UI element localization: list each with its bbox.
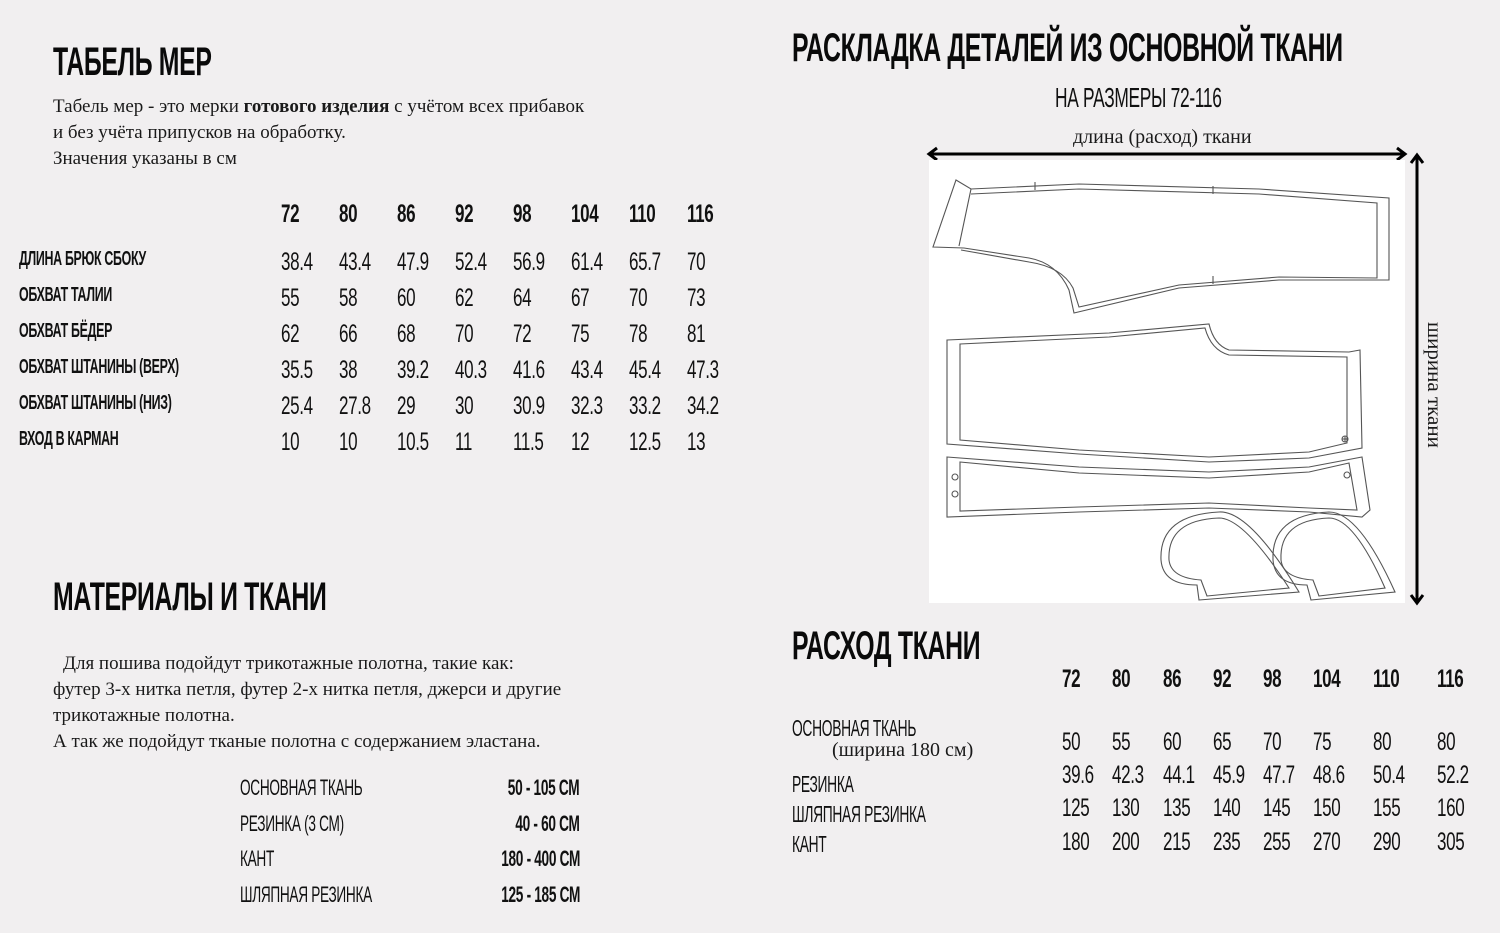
measurement-value: 11 (455, 428, 472, 456)
size-header: 110 (629, 200, 656, 228)
measurement-value: 58 (339, 284, 358, 312)
measurement-value: 35.5 (281, 356, 313, 384)
fabric-usage-labels (792, 715, 1015, 861)
material-label: ШЛЯПНАЯ РЕЗИНКА (240, 881, 372, 907)
material-amount: 40 - 60 СМ (515, 810, 580, 836)
measurement-value: 67 (571, 284, 590, 312)
measurement-value: 43.4 (339, 248, 371, 276)
measurement-label: ДЛИНА БРЮК СБОКУ (19, 248, 146, 270)
measurement-value: 45.4 (629, 356, 661, 384)
measurement-value: 27.8 (339, 392, 371, 420)
layout-title: РАСКЛАДКА ДЕТАЛЕЙ ИЗ ОСНОВНОЙ ТКАНИ (792, 26, 1343, 70)
fabric-usage-title-wrap (792, 624, 1096, 669)
usage-value: 60 (1163, 728, 1182, 756)
back-pant-piece (947, 324, 1362, 462)
material-label: КАНТ (240, 846, 274, 871)
materials-title: МАТЕРИАЛЫ И ТКАНИ (53, 575, 327, 619)
materials-text-line: Для пошива подойдут трикотажные полотна, такие как: (63, 653, 514, 674)
table-row (19, 248, 745, 284)
usage-value: 255 (1263, 828, 1291, 856)
layout-subtitle: НА РАЗМЕРЫ 72-116 (1055, 82, 1222, 113)
usage-value: 65 (1213, 728, 1232, 756)
measurement-value: 70 (687, 248, 706, 276)
usage-size-header: 86 (1163, 665, 1182, 693)
usage-value: 235 (1213, 828, 1241, 856)
usage-value: 200 (1112, 828, 1140, 856)
measurement-label: ОБХВАТ ШТАНИНЫ (ВЕРХ) (19, 356, 179, 378)
usage-value: 270 (1313, 828, 1341, 856)
usage-value: 48.6 (1313, 761, 1345, 789)
material-item (240, 882, 580, 918)
size-chart-table (19, 200, 745, 464)
size-chart-intro (53, 94, 584, 172)
measurement-value: 52.4 (455, 248, 487, 276)
size-header: 116 (687, 200, 714, 228)
pocket-piece-left (1161, 512, 1299, 600)
measurement-value: 12.5 (629, 428, 661, 456)
fabric-length-label: длина (расход) ткани (1073, 126, 1252, 148)
usage-value: 160 (1437, 794, 1465, 822)
measurement-label: ОБХВАТ БЁДЕР (19, 320, 113, 342)
usage-label-main: ОСНОВНАЯ ТКАНЬ (792, 715, 917, 741)
usage-size-header: 116 (1437, 665, 1464, 693)
measurement-value: 55 (281, 284, 300, 312)
usage-size-header: 104 (1313, 665, 1341, 693)
measurement-label: ОБХВАТ ШТАНИНЫ (НИЗ) (19, 392, 172, 414)
measurement-value: 43.4 (571, 356, 603, 384)
fabric-usage-title: РАСХОД ТКАНИ (792, 624, 981, 668)
usage-value: 50.4 (1373, 761, 1405, 789)
usage-value: 215 (1163, 828, 1191, 856)
materials-text-line: А так же подойдут тканые полотна с содержанием эластана. (53, 731, 541, 752)
usage-value: 50 (1062, 728, 1081, 756)
size-header: 72 (281, 200, 300, 228)
size-header: 104 (571, 200, 599, 228)
size-header-row (19, 200, 745, 248)
measurement-value: 70 (455, 320, 474, 348)
measurement-value: 10 (339, 428, 358, 456)
materials-text (53, 651, 561, 755)
material-item (240, 811, 580, 847)
material-item (240, 846, 580, 882)
usage-value: 55 (1112, 728, 1131, 756)
size-header: 92 (455, 200, 474, 228)
measurement-value: 38 (339, 356, 358, 384)
usage-value: 45.9 (1213, 761, 1245, 789)
measurement-value: 25.4 (281, 392, 313, 420)
measurement-value: 29 (397, 392, 416, 420)
fabric-width-label: ширина ткани (1423, 322, 1447, 448)
measurement-value: 60 (397, 284, 416, 312)
measurement-value: 66 (339, 320, 358, 348)
measurement-value: 39.2 (397, 356, 429, 384)
measurement-value: 30 (455, 392, 474, 420)
material-amount: 180 - 400 СМ (500, 846, 580, 871)
materials-list (240, 775, 580, 917)
measurement-label: ВХОД В КАРМАН (19, 428, 119, 450)
size-chart-title: ТАБЕЛЬ МЕР (53, 40, 212, 84)
materials-text-line: трикотажные полотна. (53, 705, 235, 726)
measurement-value: 72 (513, 320, 532, 348)
layout-title-wrap (792, 26, 1500, 71)
measurement-value: 41.6 (513, 356, 545, 384)
measurement-value: 10 (281, 428, 300, 456)
usage-value: 150 (1313, 794, 1341, 822)
usage-value: 70 (1263, 728, 1282, 756)
measurement-value: 81 (687, 320, 706, 348)
usage-value: 155 (1373, 794, 1401, 822)
usage-value: 42.3 (1112, 761, 1144, 789)
front-pant-piece (933, 180, 1389, 313)
measurement-value: 10.5 (397, 428, 429, 456)
measurement-value: 34.2 (687, 392, 719, 420)
materials-text-line: футер 3-х нитка петля, футер 2-х нитка петля, джерси и другие (53, 679, 562, 700)
table-row (19, 284, 745, 320)
usage-value: 130 (1112, 794, 1140, 822)
intro-line-3: Значения указаны в см (53, 148, 237, 169)
pattern-layout (929, 160, 1405, 603)
usage-size-header: 80 (1112, 665, 1131, 693)
measurement-value: 68 (397, 320, 416, 348)
material-amount: 125 - 185 СМ (500, 881, 580, 907)
measurement-value: 65.7 (629, 248, 661, 276)
size-header: 86 (397, 200, 416, 228)
intro-text: с учётом всех прибавок (389, 96, 585, 117)
material-amount: 50 - 105 СМ (508, 775, 580, 800)
material-item (240, 775, 580, 811)
intro-line-2: и без учёта припусков на обработку. (53, 122, 346, 143)
usage-label-hat-elastic: ШЛЯПНАЯ РЕЗИНКА (792, 801, 926, 827)
measurement-value: 64 (513, 284, 532, 312)
usage-value: 80 (1437, 728, 1456, 756)
usage-value: 145 (1263, 794, 1291, 822)
material-label: ОСНОВНАЯ ТКАНЬ (240, 775, 363, 800)
measurement-value: 30.9 (513, 392, 545, 420)
measurement-value: 78 (629, 320, 648, 348)
measurement-value: 13 (687, 428, 706, 456)
usage-label-piping: КАНТ (792, 831, 827, 857)
table-row (19, 320, 745, 356)
measurement-value: 73 (687, 284, 706, 312)
usage-value: 47.7 (1263, 761, 1295, 789)
usage-value: 44.1 (1163, 761, 1195, 789)
usage-size-header: 98 (1263, 665, 1282, 693)
usage-value: 80 (1373, 728, 1392, 756)
pocket-piece-right (1273, 512, 1395, 600)
measurement-value: 56.9 (513, 248, 545, 276)
usage-value: 75 (1313, 728, 1332, 756)
measurement-value: 33.2 (629, 392, 661, 420)
measurement-value: 38.4 (281, 248, 313, 276)
usage-size-header: 72 (1062, 665, 1081, 693)
usage-value: 135 (1163, 794, 1191, 822)
intro-text: Табель мер - это мерки (53, 96, 244, 117)
table-row (19, 428, 745, 464)
size-chart-title-wrap (53, 40, 309, 85)
measurement-value: 47.3 (687, 356, 719, 384)
usage-label-main-note: (ширина 180 см) (832, 739, 974, 761)
intro-line-1 (53, 94, 584, 120)
measurement-value: 75 (571, 320, 590, 348)
measurement-value: 47.9 (397, 248, 429, 276)
measurement-value: 62 (281, 320, 300, 348)
measurement-label: ОБХВАТ ТАЛИИ (19, 284, 112, 306)
usage-value: 290 (1373, 828, 1401, 856)
layout-subtitle-wrap (1055, 82, 1324, 114)
usage-value: 180 (1062, 828, 1090, 856)
table-row (19, 392, 745, 428)
measurement-value: 32.3 (571, 392, 603, 420)
measurement-value: 61.4 (571, 248, 603, 276)
intro-bold-text: готового изделия (243, 96, 390, 117)
measurement-value: 11.5 (513, 428, 544, 456)
side-stripe-piece (947, 457, 1370, 517)
measurement-value: 40.3 (455, 356, 487, 384)
usage-value: 305 (1437, 828, 1465, 856)
usage-size-header: 92 (1213, 665, 1232, 693)
usage-value: 52.2 (1437, 761, 1469, 789)
usage-value: 140 (1213, 794, 1241, 822)
measurement-value: 70 (629, 284, 648, 312)
materials-title-wrap (53, 575, 494, 620)
size-header: 80 (339, 200, 358, 228)
table-row (19, 356, 745, 392)
measurement-value: 12 (571, 428, 590, 456)
size-header: 98 (513, 200, 532, 228)
usage-value: 39.6 (1062, 761, 1094, 789)
usage-value: 125 (1062, 794, 1090, 822)
usage-label-elastic: РЕЗИНКА (792, 771, 854, 797)
material-label: РЕЗИНКА (3 СМ) (240, 810, 344, 836)
measurement-value: 62 (455, 284, 474, 312)
usage-size-header: 110 (1373, 665, 1400, 693)
